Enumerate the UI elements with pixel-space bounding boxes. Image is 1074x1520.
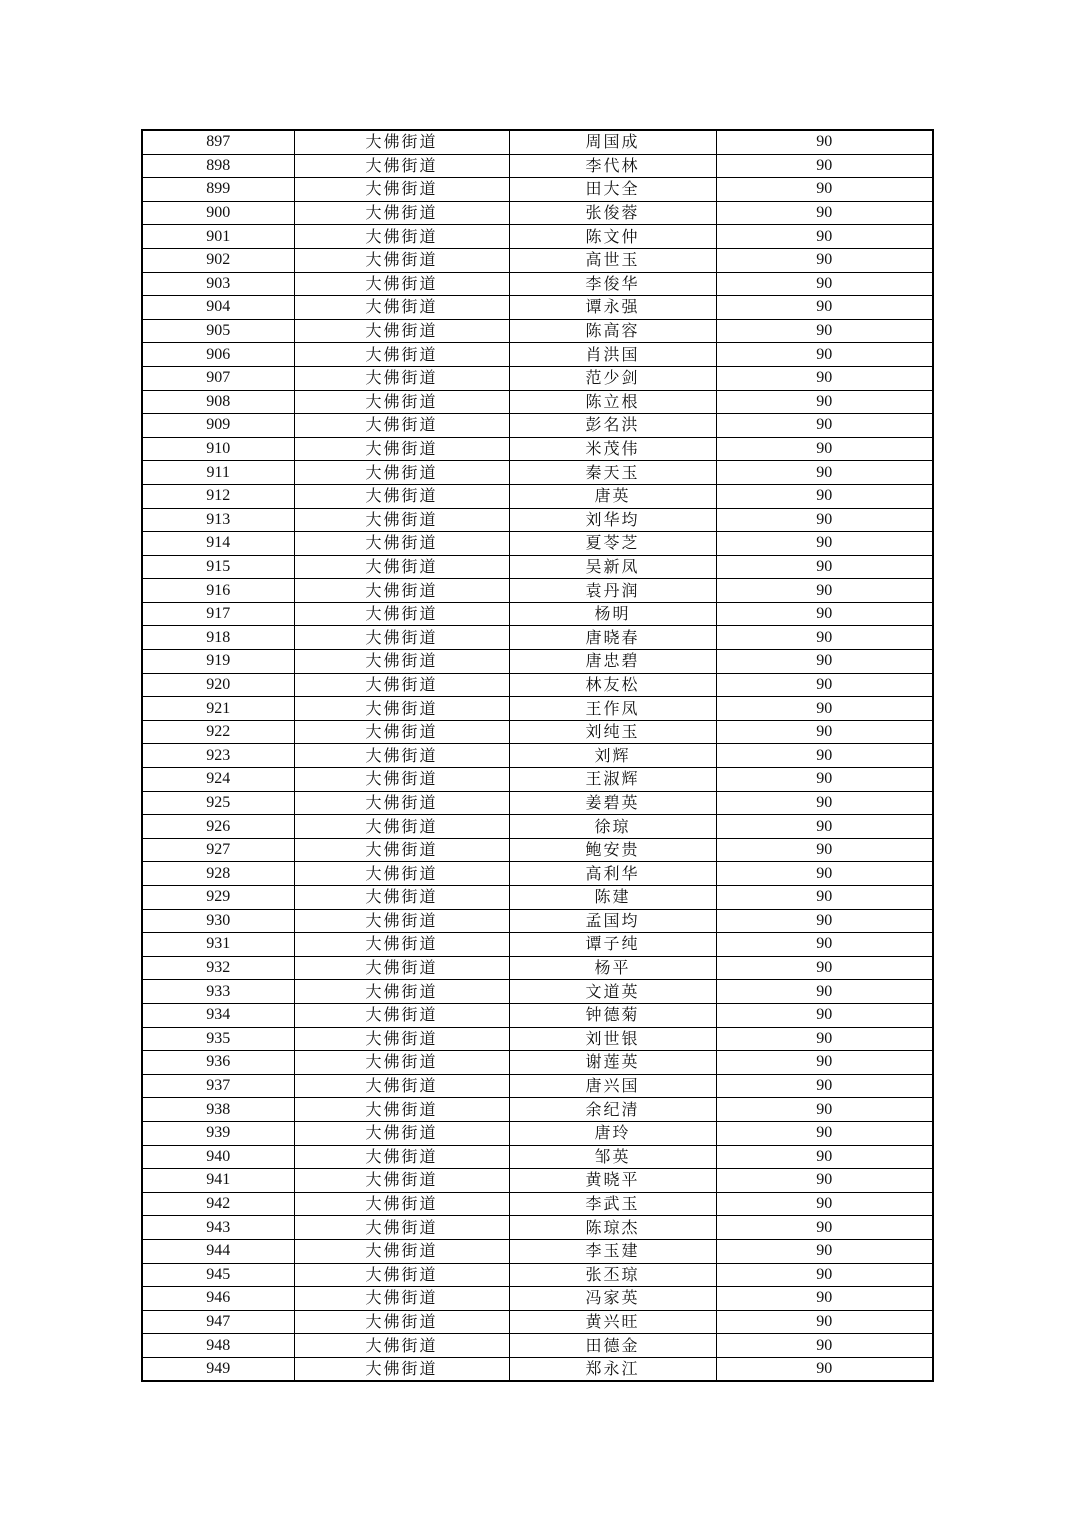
row-number-cell: 944 [142, 1239, 294, 1263]
person-name-cell: 田大全 [509, 178, 716, 202]
table-row [142, 744, 933, 768]
street-cell: 大佛街道 [294, 933, 509, 957]
table-row [142, 437, 933, 461]
street-cell: 大佛街道 [294, 980, 509, 1004]
table-row [142, 461, 933, 485]
row-number-cell: 935 [142, 1027, 294, 1051]
person-name-cell: 陈文仲 [509, 225, 716, 249]
score-cell: 90 [716, 1169, 933, 1193]
street-cell: 大佛街道 [294, 1263, 509, 1287]
table-row [142, 1216, 933, 1240]
score-cell: 90 [716, 768, 933, 792]
score-cell: 90 [716, 1310, 933, 1334]
score-cell: 90 [716, 909, 933, 933]
row-number-cell: 908 [142, 390, 294, 414]
row-number-cell: 938 [142, 1098, 294, 1122]
person-name-cell: 邹英 [509, 1145, 716, 1169]
person-name-cell: 李代林 [509, 154, 716, 178]
street-cell: 大佛街道 [294, 1216, 509, 1240]
street-cell: 大佛街道 [294, 1051, 509, 1075]
street-cell: 大佛街道 [294, 437, 509, 461]
table-row [142, 201, 933, 225]
person-name-cell: 李玉建 [509, 1239, 716, 1263]
score-cell: 90 [716, 1263, 933, 1287]
street-cell: 大佛街道 [294, 1169, 509, 1193]
table-row [142, 508, 933, 532]
table-row [142, 602, 933, 626]
table-row [142, 650, 933, 674]
person-name-cell: 陈高容 [509, 319, 716, 343]
street-cell: 大佛街道 [294, 909, 509, 933]
table-row [142, 1169, 933, 1193]
score-cell: 90 [716, 1145, 933, 1169]
score-cell: 90 [716, 225, 933, 249]
street-cell: 大佛街道 [294, 791, 509, 815]
row-number-cell: 949 [142, 1357, 294, 1381]
row-number-cell: 901 [142, 225, 294, 249]
table-row [142, 626, 933, 650]
table-row [142, 1003, 933, 1027]
street-cell: 大佛街道 [294, 1310, 509, 1334]
person-name-cell: 王作凤 [509, 697, 716, 721]
person-name-cell: 田德金 [509, 1334, 716, 1358]
table-row [142, 272, 933, 296]
score-cell: 90 [716, 272, 933, 296]
score-cell: 90 [716, 980, 933, 1004]
score-cell: 90 [716, 532, 933, 556]
street-cell: 大佛街道 [294, 862, 509, 886]
score-cell: 90 [716, 602, 933, 626]
street-cell: 大佛街道 [294, 343, 509, 367]
table-row [142, 791, 933, 815]
street-cell: 大佛街道 [294, 390, 509, 414]
table-row [142, 980, 933, 1004]
table-row [142, 956, 933, 980]
street-cell: 大佛街道 [294, 461, 509, 485]
row-number-cell: 943 [142, 1216, 294, 1240]
row-number-cell: 930 [142, 909, 294, 933]
street-cell: 大佛街道 [294, 838, 509, 862]
table-row [142, 933, 933, 957]
street-cell: 大佛街道 [294, 579, 509, 603]
score-cell: 90 [716, 343, 933, 367]
row-number-cell: 907 [142, 366, 294, 390]
row-number-cell: 934 [142, 1003, 294, 1027]
table-row [142, 720, 933, 744]
score-cell: 90 [716, 390, 933, 414]
table-row [142, 555, 933, 579]
row-number-cell: 902 [142, 248, 294, 272]
street-cell: 大佛街道 [294, 1003, 509, 1027]
row-number-cell: 922 [142, 720, 294, 744]
score-cell: 90 [716, 673, 933, 697]
person-name-cell: 孟国均 [509, 909, 716, 933]
score-cell: 90 [716, 484, 933, 508]
row-number-cell: 932 [142, 956, 294, 980]
person-name-cell: 余纪清 [509, 1098, 716, 1122]
person-name-cell: 李武玉 [509, 1192, 716, 1216]
table-row [142, 414, 933, 438]
score-cell: 90 [716, 886, 933, 910]
street-cell: 大佛街道 [294, 1287, 509, 1311]
street-cell: 大佛街道 [294, 296, 509, 320]
person-name-cell: 唐英 [509, 484, 716, 508]
score-cell: 90 [716, 956, 933, 980]
score-cell: 90 [716, 366, 933, 390]
score-cell: 90 [716, 555, 933, 579]
person-name-cell: 刘辉 [509, 744, 716, 768]
score-cell: 90 [716, 1003, 933, 1027]
street-cell: 大佛街道 [294, 1145, 509, 1169]
table-row [142, 579, 933, 603]
score-cell: 90 [716, 1027, 933, 1051]
street-cell: 大佛街道 [294, 532, 509, 556]
person-name-cell: 周国成 [509, 130, 716, 154]
score-cell: 90 [716, 720, 933, 744]
street-cell: 大佛街道 [294, 720, 509, 744]
person-name-cell: 王淑辉 [509, 768, 716, 792]
table-row [142, 248, 933, 272]
street-cell: 大佛街道 [294, 744, 509, 768]
person-name-cell: 范少剑 [509, 366, 716, 390]
score-cell: 90 [716, 1098, 933, 1122]
person-name-cell: 米茂伟 [509, 437, 716, 461]
street-cell: 大佛街道 [294, 1357, 509, 1381]
score-cell: 90 [716, 201, 933, 225]
table-row [142, 1098, 933, 1122]
score-cell: 90 [716, 579, 933, 603]
row-number-cell: 915 [142, 555, 294, 579]
score-cell: 90 [716, 461, 933, 485]
street-cell: 大佛街道 [294, 484, 509, 508]
street-cell: 大佛街道 [294, 886, 509, 910]
table-row [142, 673, 933, 697]
person-name-cell: 肖洪国 [509, 343, 716, 367]
score-cell: 90 [716, 414, 933, 438]
row-number-cell: 924 [142, 768, 294, 792]
table-row [142, 1051, 933, 1075]
table-row [142, 532, 933, 556]
score-cell: 90 [716, 1121, 933, 1145]
street-cell: 大佛街道 [294, 768, 509, 792]
score-cell: 90 [716, 862, 933, 886]
person-name-cell: 秦天玉 [509, 461, 716, 485]
table-row [142, 1121, 933, 1145]
score-cell: 90 [716, 791, 933, 815]
person-name-cell: 唐忠碧 [509, 650, 716, 674]
table-row [142, 484, 933, 508]
person-name-cell: 徐琼 [509, 815, 716, 839]
table-row [142, 1192, 933, 1216]
table-row [142, 1357, 933, 1381]
row-number-cell: 942 [142, 1192, 294, 1216]
row-number-cell: 900 [142, 201, 294, 225]
row-number-cell: 914 [142, 532, 294, 556]
person-name-cell: 鲍安贵 [509, 838, 716, 862]
row-number-cell: 911 [142, 461, 294, 485]
person-name-cell: 钟德菊 [509, 1003, 716, 1027]
row-number-cell: 906 [142, 343, 294, 367]
score-cell: 90 [716, 508, 933, 532]
score-cell: 90 [716, 1334, 933, 1358]
person-name-cell: 杨平 [509, 956, 716, 980]
person-name-cell: 黄晓平 [509, 1169, 716, 1193]
table-row [142, 697, 933, 721]
score-cell: 90 [716, 130, 933, 154]
person-name-cell: 唐兴国 [509, 1074, 716, 1098]
row-number-cell: 921 [142, 697, 294, 721]
table-row [142, 154, 933, 178]
row-number-cell: 903 [142, 272, 294, 296]
row-number-cell: 925 [142, 791, 294, 815]
table-row [142, 1145, 933, 1169]
row-number-cell: 905 [142, 319, 294, 343]
table-row [142, 909, 933, 933]
score-cell: 90 [716, 1074, 933, 1098]
row-number-cell: 919 [142, 650, 294, 674]
street-cell: 大佛街道 [294, 414, 509, 438]
row-number-cell: 946 [142, 1287, 294, 1311]
street-cell: 大佛街道 [294, 1239, 509, 1263]
score-cell: 90 [716, 154, 933, 178]
score-cell: 90 [716, 650, 933, 674]
score-cell: 90 [716, 933, 933, 957]
row-number-cell: 931 [142, 933, 294, 957]
person-name-cell: 夏苓芝 [509, 532, 716, 556]
row-number-cell: 899 [142, 178, 294, 202]
person-name-cell: 高世玉 [509, 248, 716, 272]
person-name-cell: 张丕琼 [509, 1263, 716, 1287]
row-number-cell: 918 [142, 626, 294, 650]
street-cell: 大佛街道 [294, 178, 509, 202]
table-row [142, 1287, 933, 1311]
score-cell: 90 [716, 1287, 933, 1311]
person-name-cell: 黄兴旺 [509, 1310, 716, 1334]
street-cell: 大佛街道 [294, 697, 509, 721]
person-name-cell: 文道英 [509, 980, 716, 1004]
row-number-cell: 926 [142, 815, 294, 839]
table-row [142, 768, 933, 792]
person-name-cell: 高利华 [509, 862, 716, 886]
score-cell: 90 [716, 1239, 933, 1263]
score-cell: 90 [716, 697, 933, 721]
person-name-cell: 陈琼杰 [509, 1216, 716, 1240]
table-row [142, 1310, 933, 1334]
street-cell: 大佛街道 [294, 1027, 509, 1051]
row-number-cell: 929 [142, 886, 294, 910]
score-cell: 90 [716, 1051, 933, 1075]
row-number-cell: 948 [142, 1334, 294, 1358]
row-number-cell: 936 [142, 1051, 294, 1075]
table-row [142, 390, 933, 414]
score-cell: 90 [716, 838, 933, 862]
person-name-cell: 唐晓春 [509, 626, 716, 650]
score-cell: 90 [716, 744, 933, 768]
table-row [142, 296, 933, 320]
street-cell: 大佛街道 [294, 366, 509, 390]
street-cell: 大佛街道 [294, 248, 509, 272]
street-cell: 大佛街道 [294, 626, 509, 650]
score-cell: 90 [716, 1357, 933, 1381]
table-row [142, 319, 933, 343]
row-number-cell: 916 [142, 579, 294, 603]
street-cell: 大佛街道 [294, 1192, 509, 1216]
row-number-cell: 912 [142, 484, 294, 508]
row-number-cell: 928 [142, 862, 294, 886]
row-number-cell: 898 [142, 154, 294, 178]
table-row [142, 1334, 933, 1358]
row-number-cell: 909 [142, 414, 294, 438]
person-name-cell: 谭子纯 [509, 933, 716, 957]
person-name-cell: 彭名洪 [509, 414, 716, 438]
row-number-cell: 939 [142, 1121, 294, 1145]
roster-table-body [142, 130, 933, 1381]
street-cell: 大佛街道 [294, 130, 509, 154]
row-number-cell: 947 [142, 1310, 294, 1334]
table-row [142, 1027, 933, 1051]
row-number-cell: 937 [142, 1074, 294, 1098]
street-cell: 大佛街道 [294, 956, 509, 980]
person-name-cell: 张俊蓉 [509, 201, 716, 225]
table-row [142, 225, 933, 249]
person-name-cell: 杨明 [509, 602, 716, 626]
person-name-cell: 谢莲英 [509, 1051, 716, 1075]
score-cell: 90 [716, 1192, 933, 1216]
person-name-cell: 陈立根 [509, 390, 716, 414]
table-row [142, 862, 933, 886]
street-cell: 大佛街道 [294, 1121, 509, 1145]
row-number-cell: 920 [142, 673, 294, 697]
street-cell: 大佛街道 [294, 602, 509, 626]
score-cell: 90 [716, 319, 933, 343]
street-cell: 大佛街道 [294, 154, 509, 178]
person-name-cell: 袁丹润 [509, 579, 716, 603]
score-cell: 90 [716, 1216, 933, 1240]
table-row [142, 1239, 933, 1263]
person-name-cell: 冯家英 [509, 1287, 716, 1311]
row-number-cell: 923 [142, 744, 294, 768]
table-row [142, 343, 933, 367]
street-cell: 大佛街道 [294, 1334, 509, 1358]
row-number-cell: 940 [142, 1145, 294, 1169]
street-cell: 大佛街道 [294, 1098, 509, 1122]
table-row [142, 366, 933, 390]
score-cell: 90 [716, 248, 933, 272]
score-cell: 90 [716, 437, 933, 461]
person-name-cell: 陈建 [509, 886, 716, 910]
person-name-cell: 唐玲 [509, 1121, 716, 1145]
row-number-cell: 927 [142, 838, 294, 862]
street-cell: 大佛街道 [294, 508, 509, 532]
person-name-cell: 林友松 [509, 673, 716, 697]
score-cell: 90 [716, 815, 933, 839]
table-row [142, 886, 933, 910]
table-row [142, 1074, 933, 1098]
person-name-cell: 刘世银 [509, 1027, 716, 1051]
street-cell: 大佛街道 [294, 815, 509, 839]
table-row [142, 838, 933, 862]
street-cell: 大佛街道 [294, 225, 509, 249]
table-row [142, 130, 933, 154]
table-row [142, 1263, 933, 1287]
table-row [142, 815, 933, 839]
street-cell: 大佛街道 [294, 555, 509, 579]
street-cell: 大佛街道 [294, 319, 509, 343]
table-row [142, 178, 933, 202]
row-number-cell: 933 [142, 980, 294, 1004]
person-name-cell: 刘纯玉 [509, 720, 716, 744]
street-cell: 大佛街道 [294, 201, 509, 225]
street-cell: 大佛街道 [294, 650, 509, 674]
street-cell: 大佛街道 [294, 1074, 509, 1098]
score-cell: 90 [716, 296, 933, 320]
person-name-cell: 李俊华 [509, 272, 716, 296]
person-name-cell: 吴新凤 [509, 555, 716, 579]
person-name-cell: 姜碧英 [509, 791, 716, 815]
street-cell: 大佛街道 [294, 272, 509, 296]
row-number-cell: 904 [142, 296, 294, 320]
score-cell: 90 [716, 178, 933, 202]
roster-table [141, 129, 934, 1382]
person-name-cell: 谭永强 [509, 296, 716, 320]
row-number-cell: 941 [142, 1169, 294, 1193]
row-number-cell: 897 [142, 130, 294, 154]
street-cell: 大佛街道 [294, 673, 509, 697]
row-number-cell: 910 [142, 437, 294, 461]
row-number-cell: 917 [142, 602, 294, 626]
score-cell: 90 [716, 626, 933, 650]
person-name-cell: 郑永江 [509, 1357, 716, 1381]
person-name-cell: 刘华均 [509, 508, 716, 532]
row-number-cell: 945 [142, 1263, 294, 1287]
row-number-cell: 913 [142, 508, 294, 532]
